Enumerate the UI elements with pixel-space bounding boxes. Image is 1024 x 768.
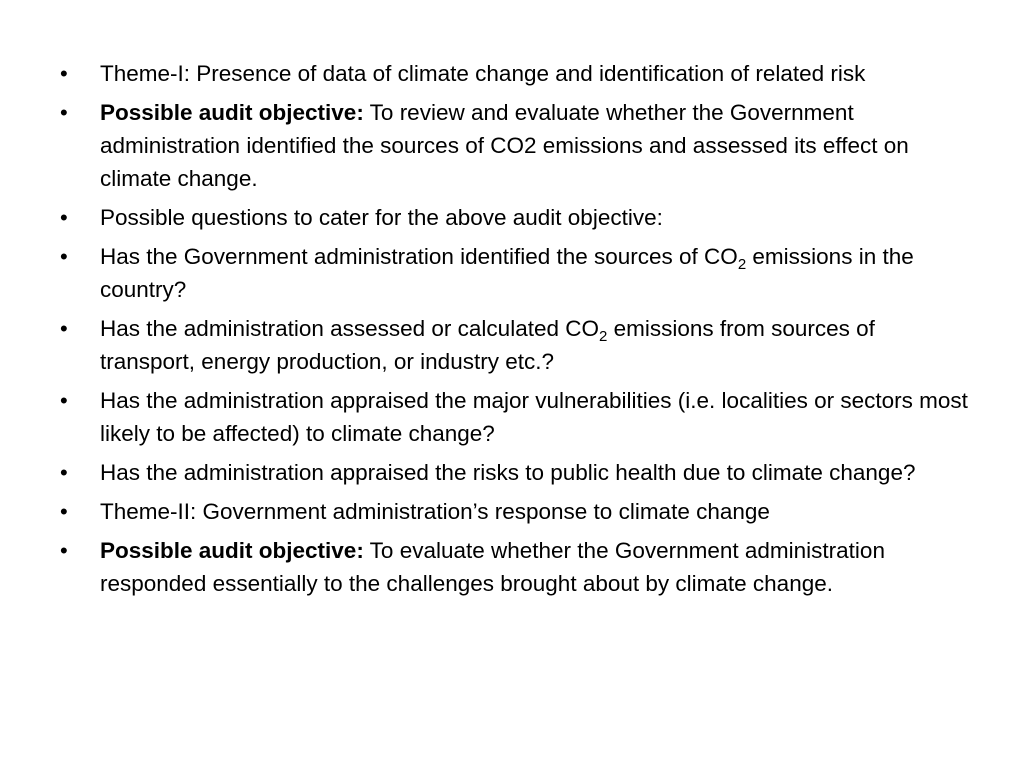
- bullet-item-objective-2: [60, 534, 970, 600]
- bullet-item-theme-2: [60, 495, 970, 528]
- bullet-text: To review and evaluate whether the Government administration identified the sources of CO2 emissions and assessed its effect on climate change.: [100, 100, 909, 191]
- bullet-item-theme-1: [60, 57, 970, 90]
- bullet-icon: •: [60, 61, 68, 86]
- bullet-item-objective-1: [60, 96, 970, 195]
- bullet-list: [60, 57, 970, 606]
- bullet-item-questions-intro: [60, 201, 970, 234]
- bullet-text: Possible questions to cater for the above audit objective:: [100, 205, 663, 230]
- bullet-item-question-emissions: [60, 312, 970, 378]
- bullet-icon: •: [60, 244, 68, 269]
- bullet-text: Has the administration appraised the risks to public health due to climate change?: [100, 460, 916, 485]
- bullet-item-question-health: [60, 456, 970, 489]
- bullet-icon: •: [60, 460, 68, 485]
- bullet-item-question-vulnerabilities: [60, 384, 970, 450]
- bullet-icon: •: [60, 538, 68, 563]
- bullet-text: To evaluate whether the Government administration responded essentially to the challenges brought about by climate change.: [100, 538, 885, 596]
- bullet-icon: •: [60, 388, 68, 413]
- bullet-item-question-sources: [60, 240, 970, 306]
- bullet-icon: •: [60, 100, 68, 125]
- subscript: 2: [737, 256, 747, 273]
- bullet-icon: •: [60, 499, 68, 524]
- bullet-text: Has the administration assessed or calculated CO: [100, 316, 599, 341]
- bullet-text-after: emissions from sources of transport, energy production, or industry etc.?: [100, 316, 875, 374]
- subscript: 2: [599, 328, 608, 345]
- bullet-icon: •: [60, 316, 68, 341]
- bullet-bold-label: Possible audit objective:: [100, 100, 364, 125]
- bullet-icon: •: [60, 205, 68, 230]
- bullet-bold-label: Possible audit objective:: [100, 538, 364, 563]
- bullet-text: Theme-I: Presence of data of climate change and identification of related risk: [100, 61, 866, 86]
- bullet-text: Has the administration appraised the major vulnerabilities (i.e. localities or sectors most likely to be affected) to climate change?: [100, 388, 968, 446]
- bullet-text: Theme-II: Government administration’s response to climate change: [100, 499, 770, 524]
- bullet-text: Has the Government administration identified the sources of CO: [100, 244, 738, 269]
- bullet-text-after: emissions in the country?: [100, 244, 914, 302]
